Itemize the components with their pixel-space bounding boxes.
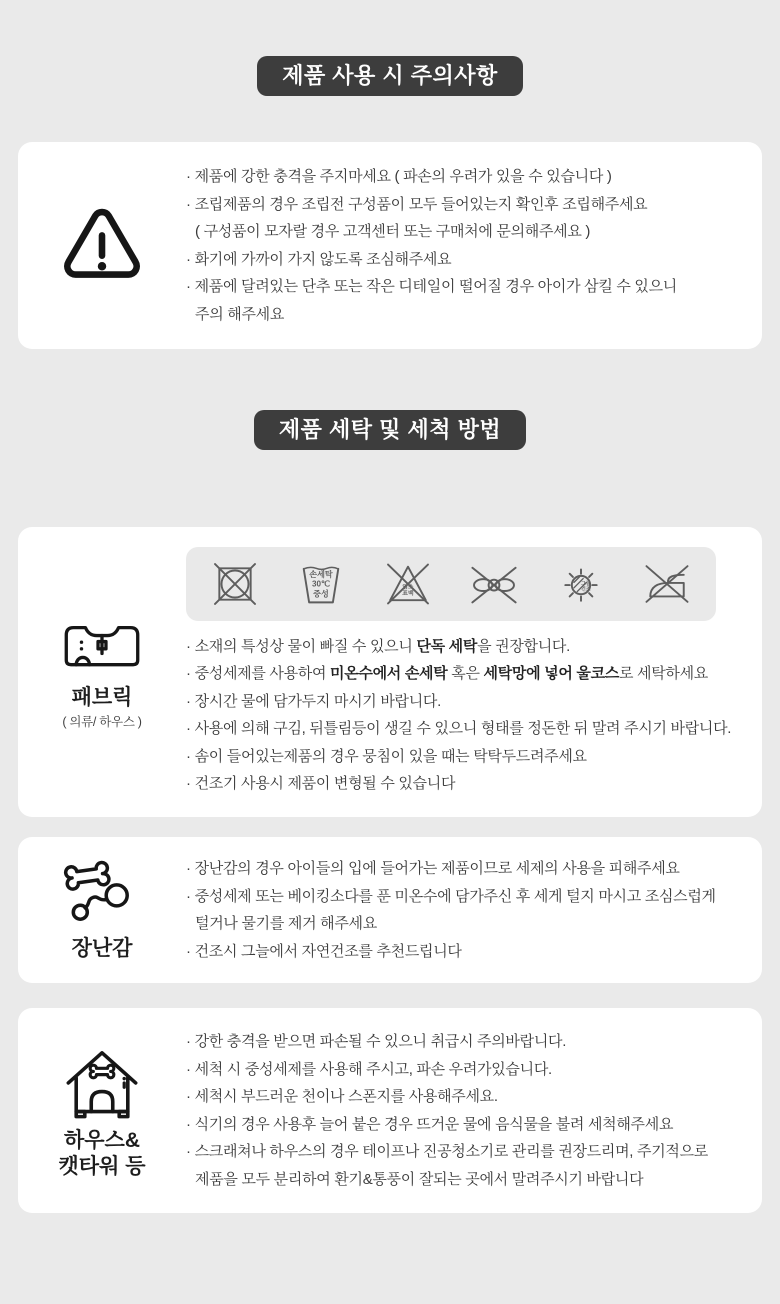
usage-section-badge	[257, 56, 523, 96]
care-symbols-strip	[186, 547, 716, 621]
toy-line: 털거나 물기를 제거 해주세요	[195, 915, 377, 932]
dog-house-icon	[59, 1042, 145, 1121]
warning-triangle-icon	[58, 206, 146, 286]
toy-care-card	[18, 837, 762, 983]
dry-in-shade-icon	[554, 557, 608, 611]
toy-label: 장난감	[71, 936, 133, 960]
house-line: · 스크래쳐나 하우스의 경우 테이프나 진공청소기로 관리를 권장드리며, 주기적으로	[186, 1143, 708, 1160]
fabric-line: · 솜이 들어있는제품의 경우 뭉침이 있을 때는 탁탁두드려주세요	[186, 747, 587, 765]
fabric-text-block	[186, 547, 762, 798]
fabric-icon-column	[18, 615, 186, 730]
house-line: · 세척 시 중성세제를 사용해 주시고, 파손 우려가있습니다.	[186, 1060, 552, 1078]
fabric-line: · 사용에 의해 구김, 뒤틀림등이 생길 수 있으니 형태를 정돈한 뒤 말려 주시기 바랍니다.	[186, 720, 732, 737]
svg-text:표백: 표백	[402, 590, 414, 597]
house-care-card	[18, 1008, 762, 1213]
fabric-line: · 중성세제를 사용하여 미온수에서 손세탁 혹은 세탁망에 넣어 울코스로 세탁하세요	[186, 665, 708, 682]
usage-line: · 제품에 강한 충격을 주지마세요 ( 파손의 우려가 있을 수 있습니다 )	[186, 168, 612, 185]
usage-line: · 조립제품의 경우 조립전 구성품이 모두 들어있는지 확인후 조립해주세요	[186, 195, 648, 213]
fabric-line: · 장시간 물에 담가두지 마시기 바랍니다.	[186, 692, 441, 710]
toy-line: · 중성세제 또는 베이킹소다를 푼 미온수에 담가주신 후 세게 털지 마시고 조심스럽게	[186, 887, 716, 905]
washing-section-badge	[254, 410, 526, 450]
svg-text:중성: 중성	[313, 588, 330, 598]
usage-precautions-card	[18, 142, 762, 349]
usage-badge-label: 제품 사용 시 주의사항	[282, 63, 498, 88]
usage-text-block	[186, 163, 762, 328]
toy-line: · 장난감의 경우 아이들의 입에 들어가는 제품이므로 세제의 사용을 피해주세요	[186, 860, 680, 877]
toy-line: · 건조시 그늘에서 자연건조를 추천드립니다	[186, 942, 462, 960]
house-icon-column	[18, 1042, 186, 1180]
pet-clothes-icon	[59, 615, 145, 678]
usage-icon-column	[18, 206, 186, 286]
svg-text:손세탁: 손세탁	[309, 569, 334, 579]
svg-text:염소: 염소	[402, 583, 414, 590]
fabric-label: 패브릭	[71, 685, 133, 709]
usage-line: 주의 해주세요	[195, 305, 285, 323]
house-text-block	[186, 1028, 762, 1193]
washing-badge-label: 제품 세탁 및 세척 방법	[278, 417, 502, 442]
svg-text:그늘: 그늘	[580, 581, 591, 587]
svg-text:건조: 건조	[580, 586, 591, 592]
toy-bone-ball-icon	[63, 859, 141, 929]
usage-line: · 화기에 가까이 가지 않도록 조심해주세요	[186, 250, 452, 268]
house-label-line1: 하우스&	[63, 1128, 141, 1152]
do-not-wring-icon	[467, 557, 521, 611]
do-not-bleach-icon	[381, 557, 435, 611]
toy-icon-column	[18, 859, 186, 962]
house-line: · 세척시 부드러운 천이나 스폰지를 사용해주세요.	[186, 1088, 498, 1105]
hand-wash-30-neutral-icon	[294, 557, 348, 611]
fabric-sublabel: ( 의류/ 하우스 )	[62, 714, 142, 729]
usage-line: · 제품에 달려있는 단추 또는 작은 디테일이 떨어질 경우 아이가 삼킬 수 있으니	[186, 278, 677, 295]
do-not-iron-icon	[640, 557, 694, 611]
house-line: · 강한 충격을 받으면 파손될 수 있으니 취급시 주의바랍니다.	[186, 1033, 567, 1050]
svg-text:30℃: 30℃	[312, 579, 331, 589]
toy-text-block	[186, 855, 762, 965]
fabric-care-card	[18, 527, 762, 817]
house-label-line2: 캣타워 등	[58, 1154, 146, 1178]
usage-line: ( 구성품이 모자랄 경우 고객센터 또는 구매처에 문의해주세요 )	[195, 223, 591, 240]
do-not-tumble-dry-icon	[208, 557, 262, 611]
fabric-line: · 소재의 특성상 물이 빠질 수 있으니 단독 세탁을 권장합니다.	[186, 637, 570, 655]
fabric-line: · 건조기 사용시 제품이 변형될 수 있습니다	[186, 775, 456, 792]
house-line: 제품을 모두 분리하여 환기&통풍이 잘되는 곳에서 말려주시기 바랍니다	[195, 1170, 644, 1188]
house-line: · 식기의 경우 사용후 늘어 붙은 경우 뜨거운 물에 음식물을 불려 세척해주세요	[186, 1115, 674, 1133]
